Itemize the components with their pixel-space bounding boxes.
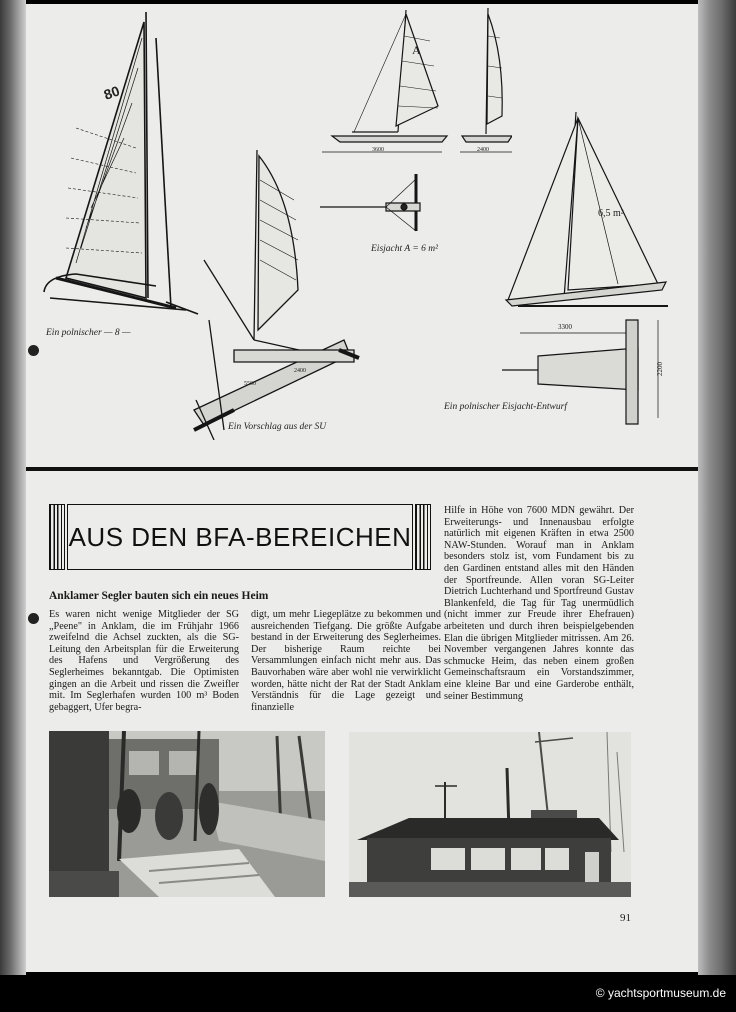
eisjacht-a-plan-view-drawing bbox=[316, 169, 436, 239]
section-title: AUS DEN BFA-BEREICHEN bbox=[68, 521, 412, 552]
heading-hatch-right bbox=[415, 504, 431, 570]
polish-dim-length: 3300 bbox=[558, 323, 572, 331]
page-number: 91 bbox=[620, 912, 631, 924]
polish-dim-width: 2200 bbox=[656, 362, 664, 376]
su-dim-label: 5500 bbox=[244, 381, 256, 387]
watermark: © yachtsportmuseum.de bbox=[595, 986, 726, 1000]
section-heading bbox=[67, 504, 413, 570]
eisjacht-dim-length: 3600 bbox=[372, 147, 384, 153]
sail-area-label: 6,5 m² bbox=[598, 208, 624, 219]
caption-eisjacht-a: Eisjacht A = 6 m² bbox=[371, 244, 438, 254]
article-headline: Anklamer Segler bauten sich ein neues Heim bbox=[49, 590, 269, 602]
section-divider-rule bbox=[26, 467, 698, 471]
clubhouse-photo bbox=[349, 732, 631, 897]
magazine-page bbox=[26, 4, 698, 972]
construction-photo bbox=[49, 731, 325, 897]
eisjacht-dim-width: 2400 bbox=[477, 147, 489, 153]
article-column-2: digt, um mehr Liegeplätze zu bekommen und ausreichenden Tiefgang. Die größte Aufgabe bestand in der Erweiterung des Seglerheimes. Der bisherige Raum reichte bei Versammlungen einfach nicht mehr aus. Das Bauvorhaben wäre aber wohl nie verwirklicht worden, hätte nicht der Rat der Stadt Anklam Verständnis für die Lage gezeigt und finanzielle bbox=[251, 609, 441, 713]
polish-design-iceboat-drawing bbox=[498, 108, 668, 428]
section-heading-box bbox=[49, 504, 431, 570]
book-spine-left bbox=[0, 0, 26, 975]
caption-polish-design: Ein polnischer Eisjacht-Entwurf bbox=[444, 402, 567, 412]
svg-text:2400: 2400 bbox=[294, 368, 306, 374]
punch-hole-bottom bbox=[28, 613, 39, 624]
caption-polish-8: Ein polnischer — 8 — bbox=[46, 328, 131, 338]
article-column-1: Es waren nicht wenige Mitglieder der SG „Peene" in Anklam, die im Frühjahr 1966 zweifelnd die Achsel zuckten, als die SG-Leitung den Arbeitsplan für die Erweiterung des Hafens und Vergrößerung des Seglerheimes bekanntgab. Die Optimisten gingen an die Arbeit und rissen die Zweifler mit. Im Seglerhafen wurden 100 m³ Boden gebaggert, Ufer begra- bbox=[49, 609, 239, 713]
book-page-edges-right bbox=[698, 0, 736, 975]
sail-mark-a: A bbox=[412, 43, 421, 57]
svg-text:80: 80 bbox=[101, 82, 122, 103]
eisjacht-a-side-view-drawing bbox=[312, 6, 512, 156]
article-column-3: Hilfe in Höhe von 7600 MDN gewährt. Der Erweiterungs- und Innenausbau erfolgte natürlich mit eigenen Kräften in etwa 2500 NAW-Stunden. Worauf man in Anklam besonders stolz ist, vom Fundament bis zu den Gardinen entstand alles mit den Händen der Sportfreunde. Allen voran SG-Leiter Dietrich Luchterhand und Sportfreund Gustav Blankenfeld, die Tag für Tag unermüdlich (nicht immer zur Freude ihrer Ehefrauen) arbeiteten und durch ihren beispielgebenden Elan die übrigen Mitglieder mitrissen. Am 26. November vergangenen Jahres konnte das schmucke Heim, das neben einem großen Gemeinschaftsraum ein Vorstandszimmer, eine kleine Bar und eine Garderobe enthält, seiner Bestimmung bbox=[444, 505, 634, 702]
heading-hatch-left bbox=[49, 504, 65, 570]
punch-hole-top bbox=[28, 345, 39, 356]
caption-su-proposal: Ein Vorschlag aus der SU bbox=[228, 422, 327, 432]
